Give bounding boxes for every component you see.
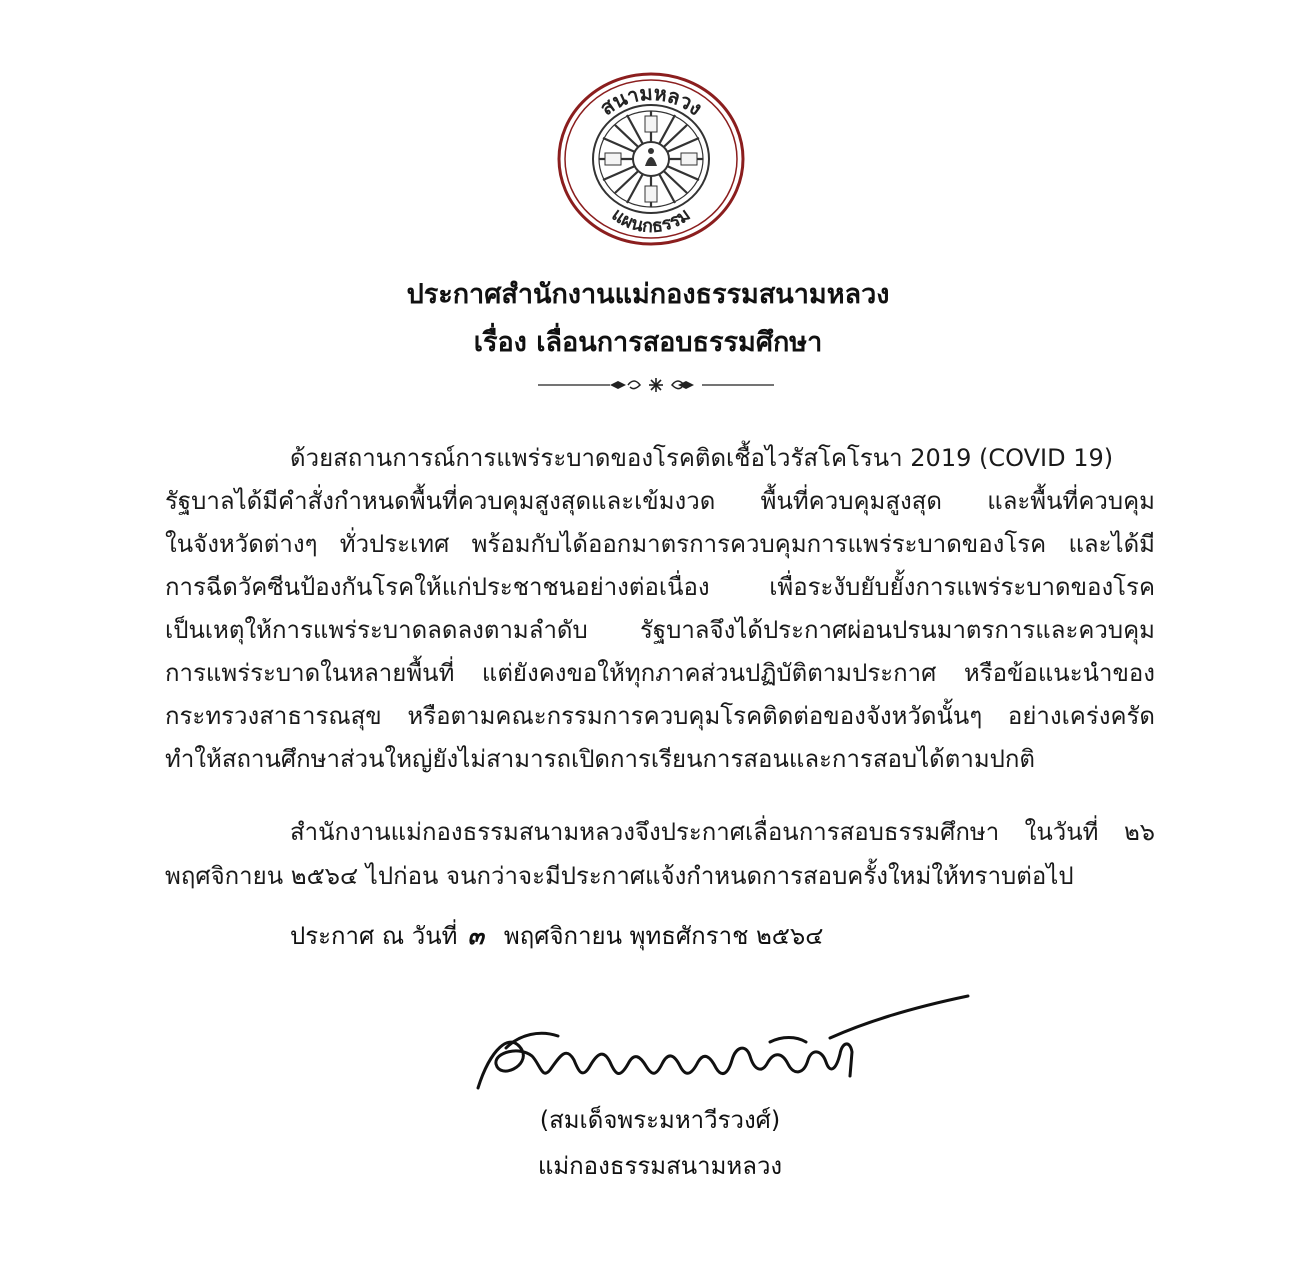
dharma-wheel-seal-icon — [555, 70, 747, 248]
paragraph-line: การฉีดวัคซีนป้องกันโรคให้แก่ประชาชนอย่างต่อเนื่อง เพื่อระงับยับยั้งการแพร่ระบาดของโรค — [165, 573, 1155, 601]
signer-position: แม่กองธรรมสนามหลวง — [537, 1152, 783, 1180]
announcement-title: ประกาศสำนักงานแม่กองธรรมสนามหลวง — [406, 279, 890, 310]
paragraph-line: ทำให้สถานศึกษาส่วนใหญ่ยังไม่สามารถเปิดการเรียนการสอนและการสอบได้ตามปกติ — [165, 745, 1035, 773]
announcement-date — [290, 916, 823, 955]
paragraph-line: กระทรวงสาธารณสุข หรือตามคณะกรรมการควบคุมโรคติดต่อของจังหวัดนั้นๆ อย่างเคร่งครัด — [165, 702, 1155, 730]
paragraph-line: เป็นเหตุให้การแพร่ระบาดลดลงตามลำดับ รัฐบาลจึงได้ประกาศผ่อนปรนมาตรการและควบคุม — [165, 616, 1155, 644]
sanam-luang-seal — [555, 70, 747, 248]
paragraph-line: พฤศจิกายน ๒๕๖๔ ไปก่อน จนกว่าจะมีประกาศแจ้งกำหนดการสอบครั้งใหม่ให้ทราบต่อไป — [165, 862, 1074, 890]
signature-scribble-icon — [470, 990, 970, 1100]
ornamental-divider — [538, 372, 774, 398]
date-day: ๓ — [467, 922, 484, 950]
seal-bottom-text: แผนกธรรม — [607, 204, 695, 238]
seal-top-text: สนามหลวง — [595, 80, 707, 121]
paragraph-line: สำนักงานแม่กองธรรมสนามหลวงจึงประกาศเลื่อนการสอบธรรมศึกษา ในวันที่ ๒๖ — [290, 818, 1155, 846]
paragraph-line: ด้วยสถานการณ์การแพร่ระบาดของโรคติดเชื้อไวรัสโคโรนา 2019 (COVID 19) — [290, 444, 1114, 472]
paragraph-line: รัฐบาลได้มีคำสั่งกำหนดพื้นที่ควบคุมสูงสุดและเข้มงวด พื้นที่ควบคุมสูงสุด และพื้นที่ควบคุม — [165, 487, 1155, 515]
paragraph-line: ในจังหวัดต่างๆ ทั่วประเทศ พร้อมกับได้ออกมาตรการควบคุมการแพร่ระบาดของโรค และได้มี — [165, 530, 1155, 558]
signer-name: (สมเด็จพระมหาวีรวงศ์) — [539, 1106, 781, 1134]
paragraph-line: การแพร่ระบาดในหลายพื้นที่ แต่ยังคงขอให้ทุกภาคส่วนปฏิบัติตามประกาศ หรือข้อแนะนำของ — [165, 659, 1155, 687]
announcement-subject: เรื่อง เลื่อนการสอบธรรมศึกษา — [473, 327, 823, 358]
date-prefix: ประกาศ ณ วันที่ — [290, 922, 458, 950]
flourish-divider-icon — [538, 372, 774, 398]
date-month-year: พฤศจิกายน พุทธศักราช ๒๕๖๔ — [503, 922, 824, 950]
handwritten-signature — [470, 990, 970, 1100]
